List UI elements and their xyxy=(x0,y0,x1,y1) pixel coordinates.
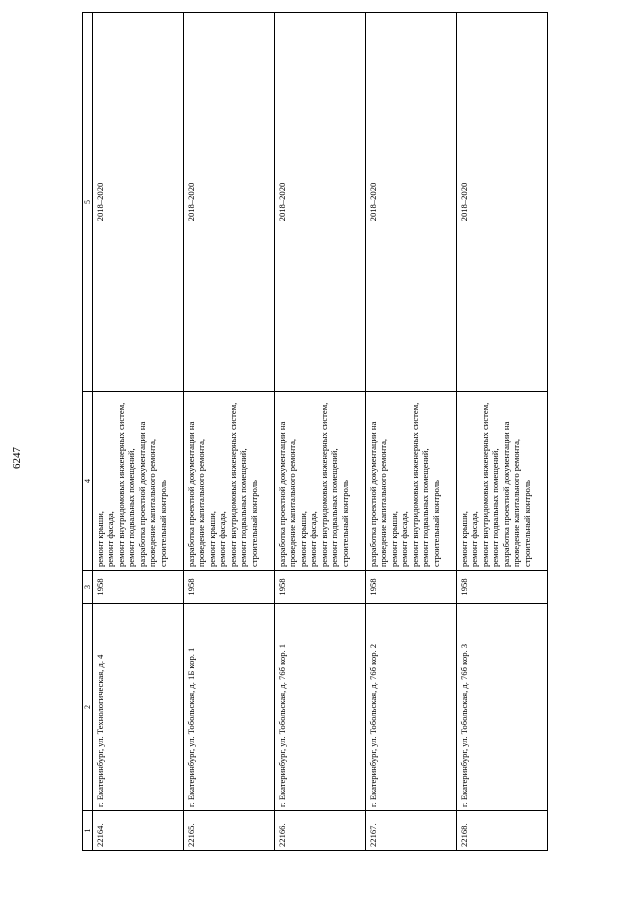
work-item: ремонт фасада, xyxy=(399,511,410,567)
work-item: ремонт внутридомовых инженерных систем, xyxy=(479,402,490,567)
work-item: разработка проектной документации на xyxy=(368,421,378,567)
work-item: строительный контроль xyxy=(248,480,259,567)
row-year: 1958 xyxy=(93,571,184,604)
table-header-row xyxy=(83,13,93,851)
work-item: разработка проектной документации на xyxy=(186,421,196,567)
page-number: 6247 xyxy=(11,447,23,469)
header-col-3: 3 xyxy=(83,571,93,604)
row-address: г. Екатеринбург, ул. Тобольская, д. 76б кор. 2 xyxy=(366,604,457,811)
work-item: строительный контроль xyxy=(430,480,441,567)
header-col-4: 4 xyxy=(83,392,93,571)
work-item: проведение капитального ремонта, xyxy=(287,438,298,567)
work-item: проведение капитального ремонта, xyxy=(378,438,389,567)
row-year: 1958 xyxy=(184,571,275,604)
row-works xyxy=(275,392,366,571)
work-item: ремонт подвальных помещений, xyxy=(420,448,431,567)
header-col-2: 2 xyxy=(83,604,93,811)
table-row xyxy=(184,13,275,851)
work-item: разработка проектной документации на xyxy=(277,421,287,567)
row-number: 22168. xyxy=(457,811,548,851)
work-item: ремонт крыши, xyxy=(297,511,308,567)
row-address: г. Екатеринбург, ул. Тобольская, д. 1Б кор. 1 xyxy=(184,604,275,811)
table-row xyxy=(366,13,457,851)
row-year: 1958 xyxy=(457,571,548,604)
work-item: строительный контроль xyxy=(157,480,168,567)
work-item: ремонт крыши, xyxy=(459,511,469,567)
row-period: 2018–2020 xyxy=(366,13,457,392)
work-item: ремонт крыши, xyxy=(388,511,399,567)
work-item: проведение капитального ремонта, xyxy=(511,438,522,567)
work-item: ремонт фасада, xyxy=(308,511,319,567)
work-item: ремонт крыши, xyxy=(95,511,105,567)
work-item: разработка проектной документации на xyxy=(136,421,147,567)
header-col-1: 1 xyxy=(83,811,93,851)
row-number: 22165. xyxy=(184,811,275,851)
work-item: ремонт подвальных помещений, xyxy=(329,448,340,567)
row-year: 1958 xyxy=(366,571,457,604)
work-item: проведение капитального ремонта, xyxy=(147,438,158,567)
row-address: г. Екатеринбург, ул. Тобольская, д. 76б кор. 1 xyxy=(275,604,366,811)
row-period: 2018–2020 xyxy=(93,13,184,392)
work-item: ремонт внутридомовых инженерных систем, xyxy=(227,402,238,567)
work-item: ремонт внутридомовых инженерных систем, xyxy=(318,402,329,567)
work-item: ремонт фасада, xyxy=(469,511,480,567)
work-item: ремонт крыши, xyxy=(206,511,217,567)
row-works xyxy=(93,392,184,571)
rotated-table-container xyxy=(82,48,582,851)
row-works xyxy=(457,392,548,571)
work-item: ремонт фасада, xyxy=(105,511,116,567)
work-item: ремонт внутридомовых инженерных систем, xyxy=(409,402,420,567)
work-item: проведение капитального ремонта, xyxy=(196,438,207,567)
work-item: строительный контроль xyxy=(339,480,350,567)
work-item: ремонт подвальных помещений, xyxy=(126,448,137,567)
row-number: 22164. xyxy=(93,811,184,851)
work-item: ремонт подвальных помещений, xyxy=(238,448,249,567)
work-item: разработка проектной документации на xyxy=(500,421,511,567)
work-item: строительный контроль xyxy=(521,480,532,567)
row-address: г. Екатеринбург, ул. Тобольская, д. 76б кор. 3 xyxy=(457,604,548,811)
row-period: 2018–2020 xyxy=(275,13,366,392)
header-col-5: 5 xyxy=(83,13,93,392)
table-row xyxy=(457,13,548,851)
row-number: 22167. xyxy=(366,811,457,851)
row-works xyxy=(366,392,457,571)
row-address: г. Екатеринбург, ул. Технологическая, д. 4 xyxy=(93,604,184,811)
table-row xyxy=(275,13,366,851)
row-number: 22166. xyxy=(275,811,366,851)
table-row xyxy=(93,13,184,851)
row-period: 2018–2020 xyxy=(457,13,548,392)
row-works xyxy=(184,392,275,571)
repair-schedule-table xyxy=(82,12,548,851)
row-period: 2018–2020 xyxy=(184,13,275,392)
row-year: 1958 xyxy=(275,571,366,604)
work-item: ремонт фасада, xyxy=(217,511,228,567)
work-item: ремонт подвальных помещений, xyxy=(490,448,501,567)
work-item: ремонт внутридомовых инженерных систем, xyxy=(115,402,126,567)
